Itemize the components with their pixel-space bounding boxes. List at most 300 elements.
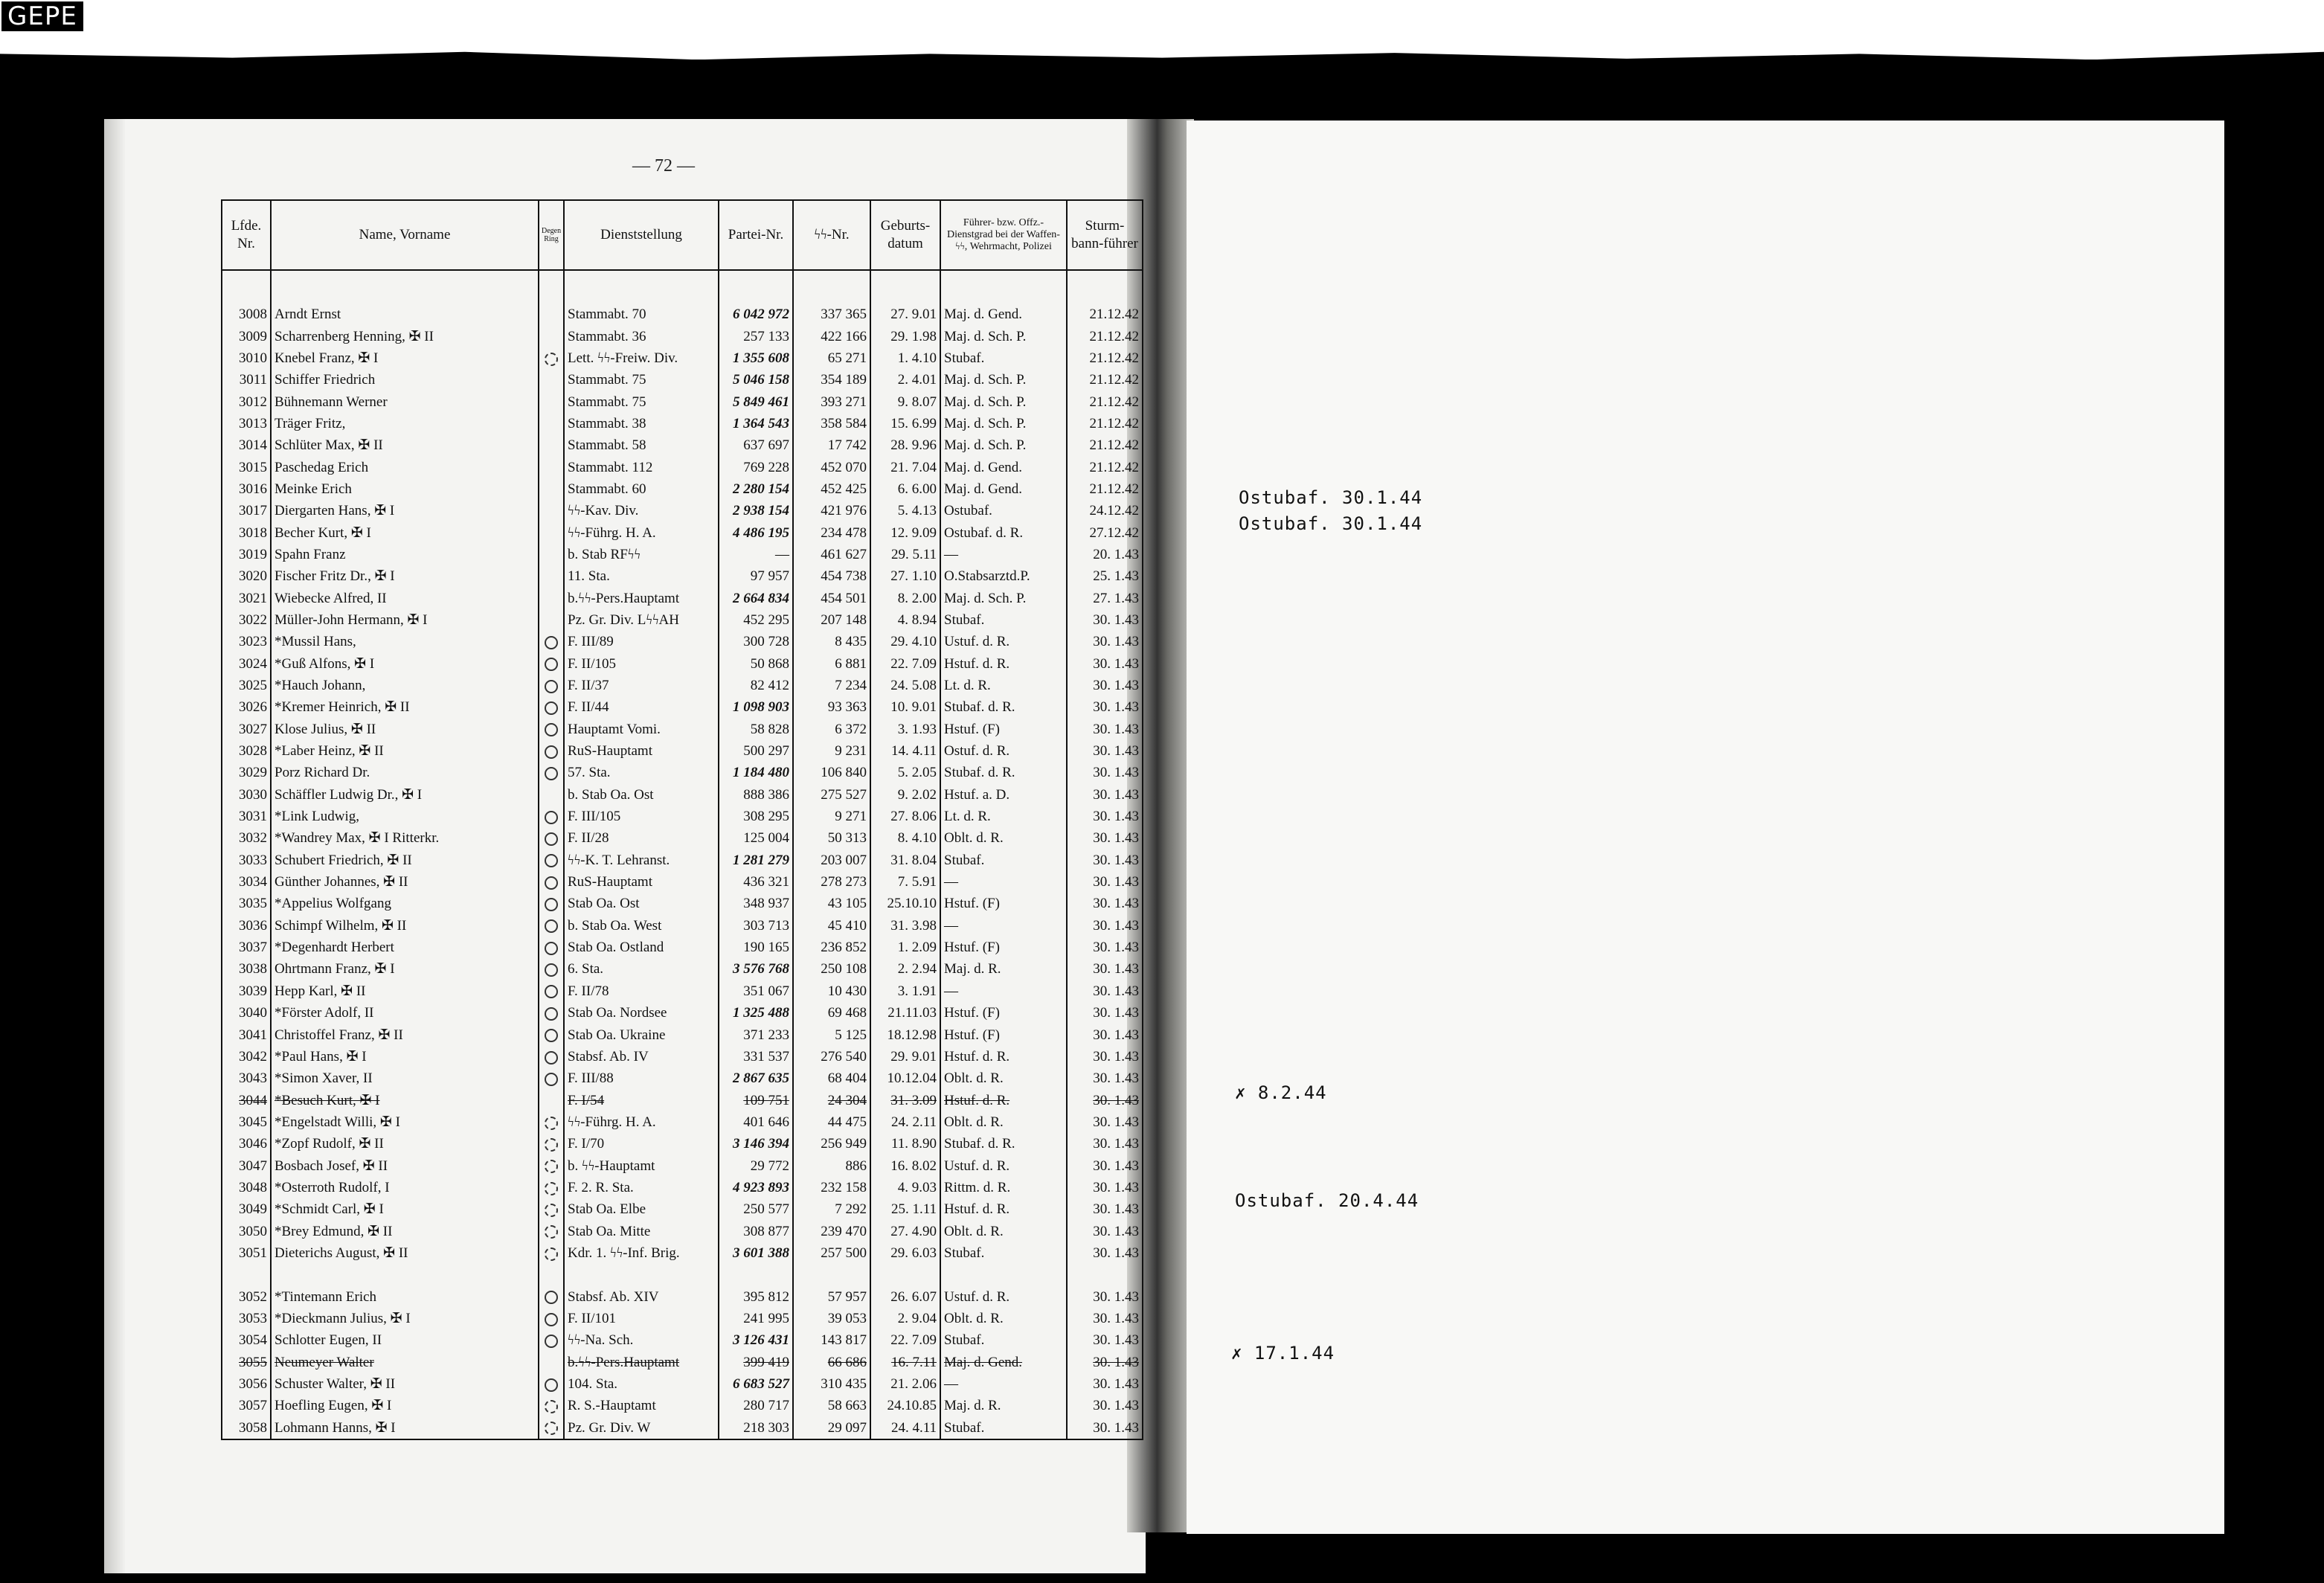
- row-birthdate: 2. 4.01: [870, 369, 940, 391]
- row-partei: 241 995: [719, 1308, 793, 1329]
- ring-icon: [545, 723, 558, 736]
- row-dienst: Stammabt. 58: [564, 434, 719, 456]
- row-partei: 250 577: [719, 1198, 793, 1220]
- row-ring: [539, 1067, 564, 1089]
- row-ss-nr: 454 738: [793, 565, 870, 587]
- row-ss-nr: 68 404: [793, 1067, 870, 1089]
- row-partei: 308 295: [719, 806, 793, 827]
- row-name: Wiebecke Alfred, II: [271, 587, 539, 609]
- spacer-cell: [271, 270, 539, 304]
- row-partei: 29 772: [719, 1155, 793, 1176]
- gap-cell: [564, 1264, 719, 1285]
- row-partei: 280 717: [719, 1395, 793, 1416]
- row-dienst: F. III/88: [564, 1067, 719, 1089]
- row-name: *Osterroth Rudolf, I: [271, 1177, 539, 1198]
- row-dienst: F. II/101: [564, 1308, 719, 1329]
- table-row: [222, 827, 1143, 849]
- row-sbf-date: 30. 1.43: [1067, 696, 1143, 718]
- row-nr: 3051: [222, 1242, 271, 1264]
- row-dienstgrad: Maj. d. Sch. P.: [940, 369, 1067, 391]
- row-partei: 452 295: [719, 609, 793, 631]
- row-dienst: R. S.-Hauptamt: [564, 1395, 719, 1416]
- row-birthdate: 27. 8.06: [870, 806, 940, 827]
- row-birthdate: 2. 2.94: [870, 958, 940, 980]
- spacer-cell: [940, 270, 1067, 304]
- row-dienst: F. II/44: [564, 696, 719, 718]
- gap-cell: [1067, 1264, 1143, 1285]
- row-dienst: 104. Sta.: [564, 1373, 719, 1395]
- table-row: [222, 1285, 1143, 1307]
- row-sbf-date: 30. 1.43: [1067, 762, 1143, 783]
- row-name: *Zopf Rudolf, ✠ II: [271, 1133, 539, 1155]
- row-dienst: F. II/105: [564, 653, 719, 675]
- ring-icon: [545, 1378, 558, 1392]
- row-partei: 399 419: [719, 1352, 793, 1373]
- ring-icon: [545, 767, 558, 780]
- row-partei: 125 004: [719, 827, 793, 849]
- row-ss-nr: 250 108: [793, 958, 870, 980]
- row-sbf-date: 21.12.42: [1067, 325, 1143, 347]
- header-spacer-row: [222, 270, 1143, 304]
- row-partei: 109 751: [719, 1089, 793, 1111]
- row-name: *Appelius Wolfgang: [271, 893, 539, 914]
- row-ring: [539, 893, 564, 914]
- row-dienst: Stammabt. 36: [564, 325, 719, 347]
- table-row: [222, 631, 1143, 652]
- col-header-ss: ϟϟ-Nr.: [793, 200, 870, 270]
- row-name: *Tintemann Erich: [271, 1285, 539, 1307]
- row-name: *Besuch Kurt, ✠ I: [271, 1089, 539, 1111]
- spacer-cell: [1067, 270, 1143, 304]
- table-row: [222, 784, 1143, 806]
- row-dienst: F. I/54: [564, 1089, 719, 1111]
- table-row: [222, 1329, 1143, 1351]
- ring-icon: [545, 811, 558, 824]
- row-nr: 3024: [222, 653, 271, 675]
- row-ss-nr: 45 410: [793, 915, 870, 937]
- row-dienstgrad: Maj. d. Sch. P.: [940, 434, 1067, 456]
- table-row: [222, 893, 1143, 914]
- row-sbf-date: 30. 1.43: [1067, 893, 1143, 914]
- row-ss-nr: 69 468: [793, 1002, 870, 1024]
- row-name: Bühnemann Werner: [271, 391, 539, 412]
- row-sbf-date: 30. 1.43: [1067, 1220, 1143, 1242]
- row-dienst: b. Stab Oa. West: [564, 915, 719, 937]
- degen-ring-icon: [545, 1138, 558, 1152]
- page-edge: [104, 119, 125, 1573]
- row-sbf-date: 30. 1.43: [1067, 1024, 1143, 1045]
- row-dienst: Stabsf. Ab. XIV: [564, 1285, 719, 1307]
- row-dienstgrad: Hstuf. (F): [940, 937, 1067, 958]
- row-ss-nr: 234 478: [793, 521, 870, 543]
- row-partei: 3 576 768: [719, 958, 793, 980]
- row-name: *Wandrey Max, ✠ I Ritterkr.: [271, 827, 539, 849]
- row-sbf-date: 30. 1.43: [1067, 827, 1143, 849]
- row-sbf-date: 21.12.42: [1067, 456, 1143, 478]
- degen-ring-icon: [545, 1400, 558, 1413]
- row-ring: [539, 1220, 564, 1242]
- margin-note: Ostubaf. 20.4.44: [1235, 1190, 1419, 1211]
- table-row: [222, 478, 1143, 500]
- row-dienstgrad: Maj. d. Gend.: [940, 304, 1067, 325]
- row-birthdate: 29. 6.03: [870, 1242, 940, 1264]
- spacer-cell: [564, 270, 719, 304]
- row-ss-nr: 29 097: [793, 1417, 870, 1439]
- row-name: Meinke Erich: [271, 478, 539, 500]
- ring-icon: [545, 1051, 558, 1065]
- row-sbf-date: 30. 1.43: [1067, 1395, 1143, 1416]
- ring-icon: [545, 1291, 558, 1304]
- ring-icon: [545, 854, 558, 867]
- row-dienstgrad: —: [940, 980, 1067, 1002]
- table-row: [222, 391, 1143, 412]
- row-nr: 3016: [222, 478, 271, 500]
- row-nr: 3036: [222, 915, 271, 937]
- row-ss-nr: 44 475: [793, 1111, 870, 1133]
- row-partei: 4 923 893: [719, 1177, 793, 1198]
- row-partei: 769 228: [719, 456, 793, 478]
- table-row: [222, 1024, 1143, 1045]
- row-nr: 3044: [222, 1089, 271, 1111]
- table-row: [222, 1198, 1143, 1220]
- row-dienst: F. III/89: [564, 631, 719, 652]
- row-sbf-date: 21.12.42: [1067, 434, 1143, 456]
- row-dienst: Pz. Gr. Div. LϟϟAH: [564, 609, 719, 631]
- row-dienstgrad: Stubaf. d. R.: [940, 762, 1067, 783]
- row-sbf-date: 27. 1.43: [1067, 587, 1143, 609]
- page-number: — 72 —: [632, 156, 695, 176]
- table-body: [222, 270, 1143, 1439]
- row-nr: 3012: [222, 391, 271, 412]
- row-partei: —: [719, 544, 793, 565]
- ring-icon: [545, 1335, 558, 1348]
- row-nr: 3018: [222, 521, 271, 543]
- row-birthdate: 16. 8.02: [870, 1155, 940, 1176]
- row-dienst: Kdr. 1. ϟϟ-Inf. Brig.: [564, 1242, 719, 1264]
- row-dienst: Hauptamt Vomi.: [564, 719, 719, 740]
- row-nr: 3014: [222, 434, 271, 456]
- table-row: [222, 675, 1143, 696]
- row-dienst: ϟϟ-Führg. H. A.: [564, 1111, 719, 1133]
- row-partei: 2 938 154: [719, 500, 793, 521]
- row-sbf-date: 30. 1.43: [1067, 1177, 1143, 1198]
- row-nr: 3027: [222, 719, 271, 740]
- row-ss-nr: 207 148: [793, 609, 870, 631]
- row-birthdate: 29. 5.11: [870, 544, 940, 565]
- row-ss-nr: 232 158: [793, 1177, 870, 1198]
- row-sbf-date: 21.12.42: [1067, 413, 1143, 434]
- scan-header-strip: [0, 0, 2324, 60]
- row-partei: 300 728: [719, 631, 793, 652]
- row-sbf-date: 30. 1.43: [1067, 1046, 1143, 1067]
- table-row: [222, 937, 1143, 958]
- row-partei: 1 281 279: [719, 850, 793, 871]
- row-birthdate: 26. 6.07: [870, 1285, 940, 1307]
- degen-ring-icon: [545, 1117, 558, 1130]
- row-dienst: F. II/28: [564, 827, 719, 849]
- col-header-ring: Degen Ring: [539, 200, 564, 270]
- col-header-dienst: Dienststellung: [564, 200, 719, 270]
- row-partei: 218 303: [719, 1417, 793, 1439]
- row-nr: 3052: [222, 1285, 271, 1307]
- row-birthdate: 4. 8.94: [870, 609, 940, 631]
- ring-icon: [545, 832, 558, 846]
- row-partei: 2 280 154: [719, 478, 793, 500]
- row-name: *Link Ludwig,: [271, 806, 539, 827]
- row-birthdate: 7. 5.91: [870, 871, 940, 893]
- row-name: Klose Julius, ✠ II: [271, 719, 539, 740]
- row-nr: 3028: [222, 740, 271, 762]
- row-birthdate: 5. 2.05: [870, 762, 940, 783]
- row-sbf-date: 30. 1.43: [1067, 871, 1143, 893]
- row-name: Becher Kurt, ✠ I: [271, 521, 539, 543]
- row-birthdate: 3. 1.93: [870, 719, 940, 740]
- row-dienst: Stammabt. 75: [564, 369, 719, 391]
- row-sbf-date: 30. 1.43: [1067, 653, 1143, 675]
- row-birthdate: 2. 9.04: [870, 1308, 940, 1329]
- spacer-cell: [793, 270, 870, 304]
- row-dienstgrad: Oblt. d. R.: [940, 1111, 1067, 1133]
- row-ring: [539, 784, 564, 806]
- row-dienst: ϟϟ-Kav. Div.: [564, 500, 719, 521]
- row-ss-nr: 256 949: [793, 1133, 870, 1155]
- row-nr: 3054: [222, 1329, 271, 1351]
- row-birthdate: 29. 9.01: [870, 1046, 940, 1067]
- row-dienstgrad: Stubaf.: [940, 347, 1067, 369]
- row-name: *Mussil Hans,: [271, 631, 539, 652]
- row-dienstgrad: Hstuf. d. R.: [940, 1046, 1067, 1067]
- row-ss-nr: 10 430: [793, 980, 870, 1002]
- row-birthdate: 27. 4.90: [870, 1220, 940, 1242]
- row-ss-nr: 354 189: [793, 369, 870, 391]
- row-ring: [539, 521, 564, 543]
- row-birthdate: 14. 4.11: [870, 740, 940, 762]
- row-ring: [539, 1133, 564, 1155]
- row-dienst: b. ϟϟ-Hauptamt: [564, 1155, 719, 1176]
- row-ring: [539, 1242, 564, 1264]
- row-partei: 1 184 480: [719, 762, 793, 783]
- table-row: [222, 1220, 1143, 1242]
- table-row: [222, 850, 1143, 871]
- row-ss-nr: 452 070: [793, 456, 870, 478]
- row-sbf-date: 30. 1.43: [1067, 806, 1143, 827]
- row-nr: 3046: [222, 1133, 271, 1155]
- row-ss-nr: 239 470: [793, 1220, 870, 1242]
- row-dienst: Stab Oa. Ostland: [564, 937, 719, 958]
- row-ss-nr: 106 840: [793, 762, 870, 783]
- row-dienst: b.ϟϟ-Pers.Hauptamt: [564, 1352, 719, 1373]
- row-birthdate: 5. 4.13: [870, 500, 940, 521]
- row-partei: 1 355 608: [719, 347, 793, 369]
- row-ring: [539, 304, 564, 325]
- row-ss-nr: 7 234: [793, 675, 870, 696]
- row-ring: [539, 1329, 564, 1351]
- row-ss-nr: 66 686: [793, 1352, 870, 1373]
- row-ring: [539, 609, 564, 631]
- row-partei: 82 412: [719, 675, 793, 696]
- row-name: Spahn Franz: [271, 544, 539, 565]
- row-sbf-date: 30. 1.43: [1067, 1067, 1143, 1089]
- row-dienst: RuS-Hauptamt: [564, 871, 719, 893]
- table-row: [222, 980, 1143, 1002]
- row-dienst: Stab Oa. Ukraine: [564, 1024, 719, 1045]
- row-dienstgrad: Hstuf. d. R.: [940, 1089, 1067, 1111]
- row-ss-nr: 276 540: [793, 1046, 870, 1067]
- degen-ring-icon: [545, 1225, 558, 1239]
- row-sbf-date: 30. 1.43: [1067, 850, 1143, 871]
- row-dienstgrad: Maj. d. Gend.: [940, 456, 1067, 478]
- row-ring: [539, 1395, 564, 1416]
- row-dienstgrad: Rittm. d. R.: [940, 1177, 1067, 1198]
- row-partei: 97 957: [719, 565, 793, 587]
- degen-ring-icon: [545, 1204, 558, 1217]
- row-birthdate: 6. 6.00: [870, 478, 940, 500]
- row-dienst: Stammabt. 75: [564, 391, 719, 412]
- margin-note: Ostubaf. 30.1.44: [1239, 487, 1423, 508]
- table-row: [222, 1133, 1143, 1155]
- row-nr: 3011: [222, 369, 271, 391]
- row-nr: 3008: [222, 304, 271, 325]
- ring-icon: [545, 1007, 558, 1021]
- row-ring: [539, 871, 564, 893]
- row-name: Porz Richard Dr.: [271, 762, 539, 783]
- row-birthdate: 8. 4.10: [870, 827, 940, 849]
- row-ss-nr: 310 435: [793, 1373, 870, 1395]
- row-name: *Engelstadt Willi, ✠ I: [271, 1111, 539, 1133]
- row-ss-nr: 257 500: [793, 1242, 870, 1264]
- row-sbf-date: 30. 1.43: [1067, 1329, 1143, 1351]
- row-birthdate: 9. 8.07: [870, 391, 940, 412]
- spacer-cell: [870, 270, 940, 304]
- table-row: [222, 609, 1143, 631]
- row-dienst: b. Stab Oa. Ost: [564, 784, 719, 806]
- row-sbf-date: 30. 1.43: [1067, 1198, 1143, 1220]
- row-name: *Laber Heinz, ✠ II: [271, 740, 539, 762]
- row-ring: [539, 1111, 564, 1133]
- row-ss-nr: 143 817: [793, 1329, 870, 1351]
- row-nr: 3029: [222, 762, 271, 783]
- row-ss-nr: 43 105: [793, 893, 870, 914]
- gap-cell: [793, 1264, 870, 1285]
- table-row: [222, 1067, 1143, 1089]
- row-sbf-date: 30. 1.43: [1067, 631, 1143, 652]
- table-row: [222, 434, 1143, 456]
- row-dienstgrad: —: [940, 915, 1067, 937]
- col-header-geb: Geburts-datum: [870, 200, 940, 270]
- row-name: Schäffler Ludwig Dr., ✠ I: [271, 784, 539, 806]
- row-ss-nr: 58 663: [793, 1395, 870, 1416]
- row-name: *Paul Hans, ✠ I: [271, 1046, 539, 1067]
- row-name: Schubert Friedrich, ✠ II: [271, 850, 539, 871]
- row-partei: 395 812: [719, 1285, 793, 1307]
- row-ring: [539, 544, 564, 565]
- row-partei: 3 126 431: [719, 1329, 793, 1351]
- row-dienstgrad: Ustuf. d. R.: [940, 1155, 1067, 1176]
- row-birthdate: 4. 9.03: [870, 1177, 940, 1198]
- ring-icon: [545, 985, 558, 998]
- row-ring: [539, 1417, 564, 1439]
- row-sbf-date: 30. 1.43: [1067, 980, 1143, 1002]
- row-birthdate: 15. 6.99: [870, 413, 940, 434]
- ring-icon: [545, 1029, 558, 1042]
- row-nr: 3025: [222, 675, 271, 696]
- row-sbf-date: 30. 1.43: [1067, 1308, 1143, 1329]
- row-dienstgrad: Hstuf. d. R.: [940, 1198, 1067, 1220]
- row-nr: 3053: [222, 1308, 271, 1329]
- table-row: [222, 1373, 1143, 1395]
- row-name: Diergarten Hans, ✠ I: [271, 500, 539, 521]
- row-partei: 436 321: [719, 871, 793, 893]
- gap-cell: [870, 1264, 940, 1285]
- table-row: [222, 1155, 1143, 1176]
- row-dienstgrad: Lt. d. R.: [940, 806, 1067, 827]
- row-partei: 3 601 388: [719, 1242, 793, 1264]
- row-dienstgrad: Maj. d. Gend.: [940, 478, 1067, 500]
- row-sbf-date: 30. 1.43: [1067, 1133, 1143, 1155]
- row-ring: [539, 719, 564, 740]
- row-sbf-date: 30. 1.43: [1067, 937, 1143, 958]
- row-nr: 3040: [222, 1002, 271, 1024]
- header-ink-edge: [0, 46, 2324, 65]
- row-dienst: Stab Oa. Mitte: [564, 1220, 719, 1242]
- row-sbf-date: 21.12.42: [1067, 347, 1143, 369]
- row-ss-nr: 17 742: [793, 434, 870, 456]
- row-ring: [539, 1285, 564, 1307]
- ring-icon: [545, 636, 558, 649]
- table-row: [222, 1242, 1143, 1264]
- row-dienstgrad: Hstuf. (F): [940, 719, 1067, 740]
- row-ring: [539, 1352, 564, 1373]
- margin-note: ✗ 17.1.44: [1231, 1343, 1335, 1364]
- table-row: [222, 1111, 1143, 1133]
- row-sbf-date: 30. 1.43: [1067, 609, 1143, 631]
- row-birthdate: 31. 3.98: [870, 915, 940, 937]
- row-dienstgrad: Maj. d. Sch. P.: [940, 391, 1067, 412]
- table-header-row: [222, 200, 1143, 270]
- row-sbf-date: 30. 1.43: [1067, 740, 1143, 762]
- row-name: Schimpf Wilhelm, ✠ II: [271, 915, 539, 937]
- row-nr: 3026: [222, 696, 271, 718]
- table-row: [222, 1089, 1143, 1111]
- row-nr: 3055: [222, 1352, 271, 1373]
- row-birthdate: 25. 1.11: [870, 1198, 940, 1220]
- table-row: [222, 1395, 1143, 1416]
- row-partei: 2 664 834: [719, 587, 793, 609]
- row-dienst: F. I/70: [564, 1133, 719, 1155]
- row-ring: [539, 850, 564, 871]
- row-nr: 3035: [222, 893, 271, 914]
- row-nr: 3050: [222, 1220, 271, 1242]
- row-name: *Hauch Johann,: [271, 675, 539, 696]
- row-dienst: F. II/78: [564, 980, 719, 1002]
- row-ring: [539, 740, 564, 762]
- row-ring: [539, 565, 564, 587]
- row-dienst: 11. Sta.: [564, 565, 719, 587]
- row-dienst: ϟϟ-K. T. Lehranst.: [564, 850, 719, 871]
- row-nr: 3020: [222, 565, 271, 587]
- row-ring: [539, 456, 564, 478]
- row-partei: 637 697: [719, 434, 793, 456]
- table-row: [222, 1352, 1143, 1373]
- col-header-nr: Lfde. Nr.: [222, 200, 271, 270]
- degen-ring-icon: [545, 1248, 558, 1261]
- row-partei: 401 646: [719, 1111, 793, 1133]
- ring-icon: [545, 701, 558, 715]
- row-ss-nr: 275 527: [793, 784, 870, 806]
- row-birthdate: 31. 8.04: [870, 850, 940, 871]
- row-partei: 331 537: [719, 1046, 793, 1067]
- row-ss-nr: 203 007: [793, 850, 870, 871]
